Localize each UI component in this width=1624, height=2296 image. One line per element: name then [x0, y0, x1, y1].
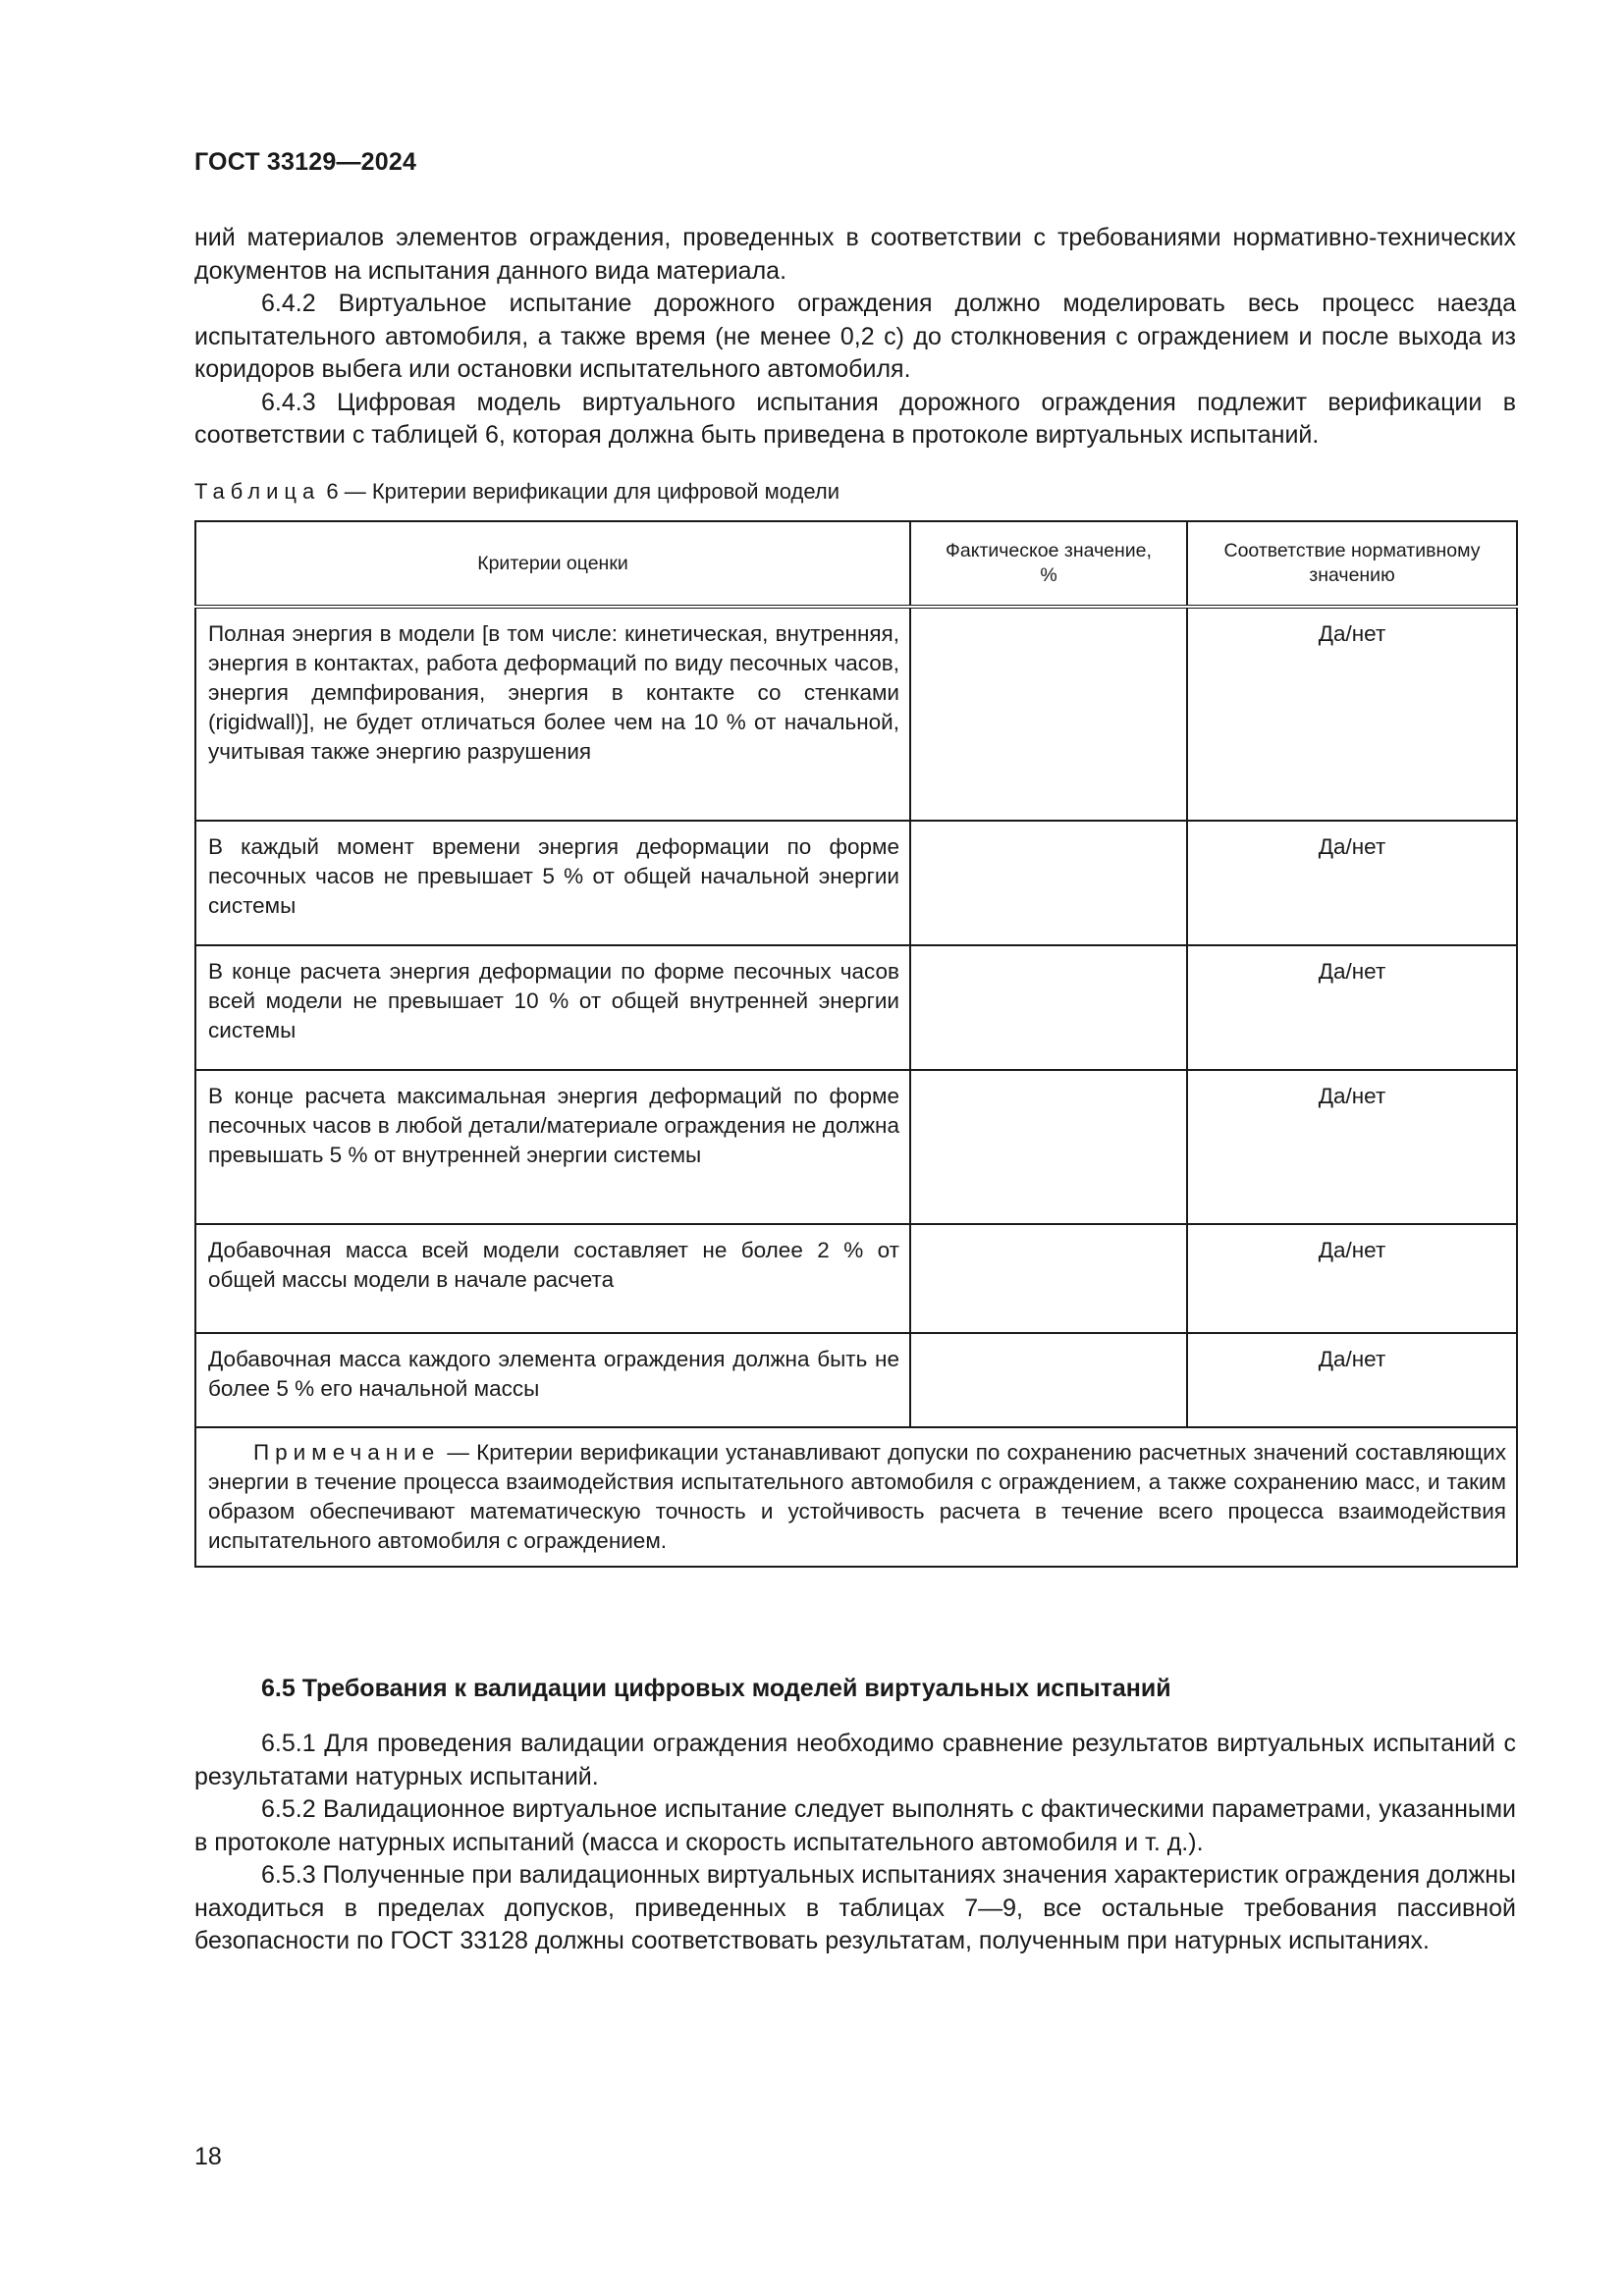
actual-value-cell [910, 1070, 1187, 1224]
header-actual-value: Фактическое значение, % [910, 521, 1187, 607]
section-heading-6-5: 6.5 Требования к валидации цифровых моделей виртуальных испытаний [261, 1675, 1171, 1702]
document-id-header: ГОСТ 33129—2024 [194, 148, 417, 176]
compliance-cell: Да/нет [1187, 945, 1517, 1070]
criterion-cell: В конце расчета энергия деформации по форме песочных часов всей модели не превышает 10 % от общей внутренней энергии системы [195, 945, 910, 1070]
verification-criteria-table [194, 520, 1518, 1568]
table-note [195, 1427, 1517, 1567]
header-criteria: Критерии оценки [195, 521, 910, 607]
table-note-row [195, 1427, 1517, 1567]
actual-value-cell [910, 945, 1187, 1070]
note-text: — Критерии верификации устанавливают допуски по сохранению расчетных значений составляющих энергии в течение процесса взаимодействия испытательного автомобиля с ограждением, а также сохранению масс, и таким образом обеспечивают математическую точность и устойчивость расчета в течение всего процесса взаимодействия испытательного автомобиля с ограждением. [208, 1440, 1506, 1553]
actual-value-cell [910, 1224, 1187, 1333]
table-caption-text: 6 — Критерии верификации для цифровой модели [326, 479, 839, 504]
criterion-cell: В каждый момент времени энергия деформации по форме песочных часов не превышает 5 % от общей начальной энергии системы [195, 821, 910, 945]
section-6-5-text [194, 1728, 1516, 1958]
table-row [195, 1224, 1517, 1333]
table-header-row [195, 521, 1517, 607]
paragraph-continuation: ний материалов элементов ограждения, проведенных в соответствии с требованиями нормативно-технических документов на испытания данного вида материала. [194, 224, 1516, 285]
actual-value-cell [910, 821, 1187, 945]
actual-value-cell [910, 607, 1187, 821]
table-row [195, 945, 1517, 1070]
actual-value-cell [910, 1333, 1187, 1427]
table-row [195, 821, 1517, 945]
table-caption [194, 479, 839, 505]
paragraph-6-4-3: 6.4.3 Цифровая модель виртуального испытания дорожного ограждения подлежит верификации в соответствии с таблицей 6, которая должна быть приведена в протоколе виртуальных испытаний. [194, 388, 1516, 449]
compliance-cell: Да/нет [1187, 1224, 1517, 1333]
paragraph-6-5-2: 6.5.2 Валидационное виртуальное испытание следует выполнять с фактическими параметрами, указанными в протоколе натурных испытаний (масса и скорость испытательного автомобиля и т. д.). [194, 1795, 1516, 1856]
table-caption-label: Таблица [194, 479, 321, 504]
criterion-cell: Полная энергия в модели [в том числе: кинетическая, внутренняя, энергия в контактах, работа деформаций по виду песочных часов, энергия демпфирования, энергия в контакте со стенками (rigidwall)], не будет отличаться более чем на 10 % от начальной, учитывая также энергию разрушения [195, 607, 910, 821]
compliance-cell: Да/нет [1187, 1070, 1517, 1224]
page-number: 18 [194, 2143, 222, 2170]
table-row [195, 1333, 1517, 1427]
criterion-cell: Добавочная масса всей модели составляет не более 2 % от общей массы модели в начале расчета [195, 1224, 910, 1333]
criterion-cell: Добавочная масса каждого элемента ограждения должна быть не более 5 % его начальной массы [195, 1333, 910, 1427]
compliance-cell: Да/нет [1187, 607, 1517, 821]
paragraph-6-4-2: 6.4.2 Виртуальное испытание дорожного ограждения должно моделировать весь процесс наезда испытательного автомобиля, а также время (не менее 0,2 с) до столкновения с ограждением и после выхода из коридоров выбега или остановки испытательного автомобиля. [194, 290, 1516, 383]
table-row [195, 1070, 1517, 1224]
paragraph-6-5-1: 6.5.1 Для проведения валидации ограждения необходимо сравнение результатов виртуальных испытаний с результатами натурных испытаний. [194, 1730, 1516, 1790]
table-row [195, 607, 1517, 821]
compliance-cell: Да/нет [1187, 1333, 1517, 1427]
header-compliance: Соответствие нормативному значению [1187, 521, 1517, 607]
paragraph-6-5-3: 6.5.3 Полученные при валидационных виртуальных испытаниях значения характеристик ограждения должны находиться в пределах допусков, приведенных в таблицах 7—9, все остальные требования пассивной безопасности по ГОСТ 33128 должны соответствовать результатам, полученным при натурных испытаниях. [194, 1861, 1516, 1954]
compliance-cell: Да/нет [1187, 821, 1517, 945]
note-label: Примечание [253, 1440, 441, 1465]
intro-text [194, 222, 1516, 453]
criterion-cell: В конце расчета максимальная энергия деформаций по форме песочных часов в любой детали/материале ограждения не должна превышать 5 % от внутренней энергии системы [195, 1070, 910, 1224]
